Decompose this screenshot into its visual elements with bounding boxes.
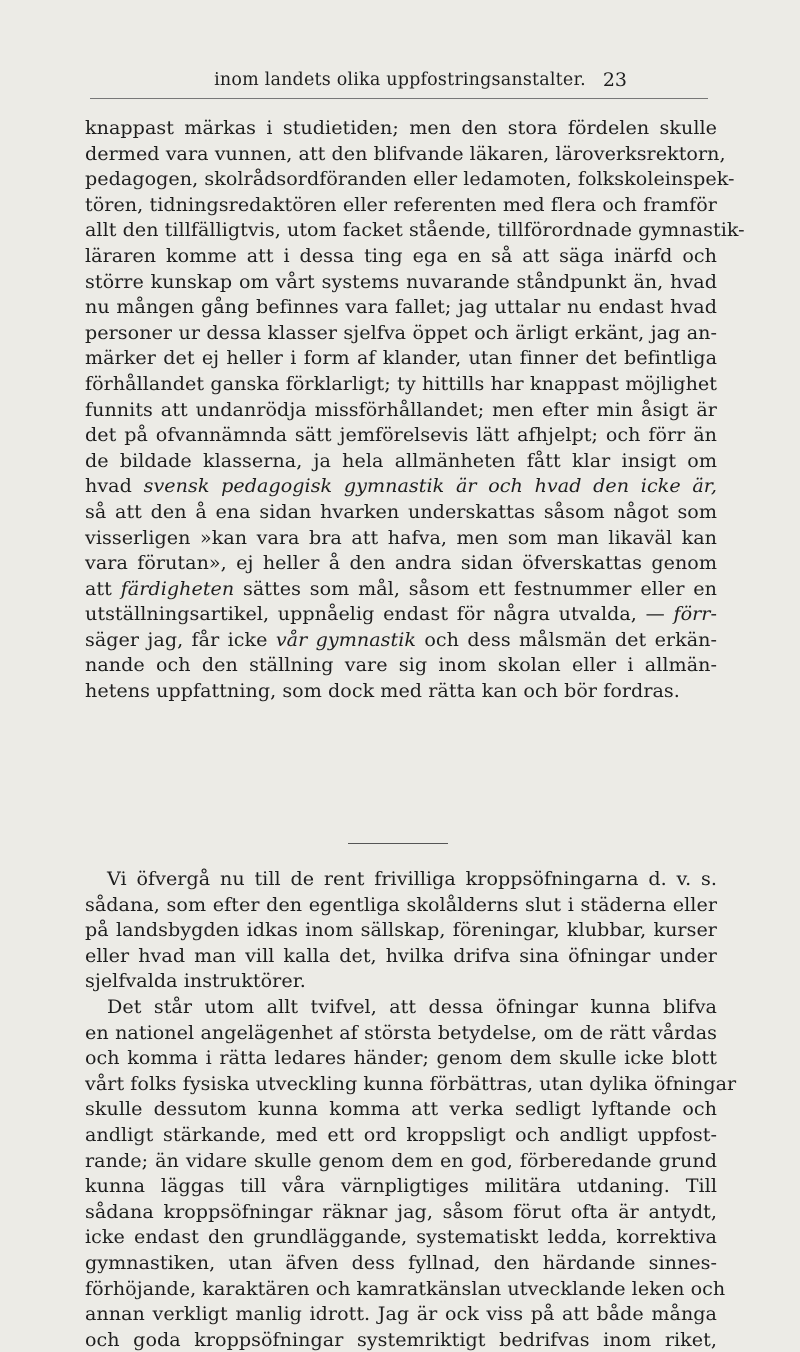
text-line: eller hvad man vill kalla det, hvilka drifva sina öfningar under bbox=[85, 943, 717, 967]
text-line: personer ur dessa klasser sjelfva öppet och ärligt erkänt, jag an- bbox=[85, 320, 717, 344]
text-line: det på ofvannämnda sätt jemförelsevis lätt afhjelpt; och förr än bbox=[85, 423, 717, 447]
text-line: sådana, som efter den egentliga skolålderns slut i städerna eller bbox=[85, 892, 717, 916]
text-line: allt den tillfälligtvis, utom facket stående, tillförordnade gymnastik- bbox=[85, 218, 745, 242]
text-line: rande; än vidare skulle genom dem en god, förberedande grund bbox=[85, 1148, 717, 1172]
text-line: hetens uppfattning, som dock med rätta kan och bör fordras. bbox=[85, 679, 680, 703]
text-line: läraren komme att i dessa ting ega en så att säga inärfd och bbox=[85, 243, 717, 267]
text-line: tören, tidningsredaktören eller referenten med flera och framför bbox=[85, 192, 717, 216]
page-number: 23 bbox=[602, 69, 627, 91]
text-line: större kunskap om vårt systems nuvarande ståndpunkt än, hvad bbox=[85, 269, 717, 293]
text-run: och dess målsmän det erkän- bbox=[416, 627, 717, 651]
text-line: gymnastiken, utan äfven dess fyllnad, den härdande sinnes- bbox=[85, 1250, 717, 1274]
text-line-mixed bbox=[85, 601, 717, 627]
text-line-mixed bbox=[85, 627, 717, 653]
text-line: så att den å ena sidan hvarken underskattas såsom något som bbox=[85, 499, 717, 523]
text-line: knappast märkas i studietiden; men den stora fördelen skulle bbox=[85, 116, 717, 139]
text-run: att bbox=[85, 576, 121, 600]
text-line: en nationel angelägenhet af största betydelse, om de rätt vårdas bbox=[85, 1020, 717, 1044]
text-line: kunna läggas till våra värnpligtiges militära utdaning. Till bbox=[85, 1174, 717, 1198]
text-line: skulle dessutom kunna komma att verka sedligt lyftande och bbox=[85, 1097, 717, 1121]
text-line: visserligen »kan vara bra att hafva, men som man likaväl kan bbox=[85, 525, 717, 549]
text-line-mixed bbox=[85, 576, 717, 602]
text-line: sådana kroppsöfningar räknar jag, såsom förut ofta är antydt, bbox=[85, 1199, 717, 1223]
italic-word: färdigheten bbox=[120, 576, 235, 600]
text-line: märker det ej heller i form af klander, utan finner det befintliga bbox=[85, 346, 717, 370]
text-line: annan verkligt manlig idrott. Jag är ock viss på att både många bbox=[85, 1302, 717, 1326]
italic-phrase: vår gymnastik bbox=[275, 627, 417, 651]
page-header bbox=[85, 70, 715, 94]
text-line: sjelfvalda instruktörer. bbox=[85, 969, 306, 993]
text-run: sättes som mål, såsom ett festnummer eller en bbox=[234, 576, 718, 600]
text-run: utställningsartikel, uppnåelig endast för några utvalda, — bbox=[85, 602, 674, 626]
text-line: förhöjande, karaktären och kamratkänslan utvecklande leken och bbox=[85, 1276, 726, 1300]
header-rule bbox=[90, 98, 708, 99]
paragraph-1 bbox=[85, 115, 745, 704]
text-run: säger jag, får icke bbox=[85, 627, 276, 651]
text-line: dermed vara vunnen, att den blifvande läkaren, läroverksrektorn, bbox=[85, 141, 726, 165]
text-line: nande och den ställning vare sig inom skolan eller i allmän- bbox=[85, 653, 717, 677]
text-run: - bbox=[710, 602, 717, 626]
text-line: och komma i rätta ledares händer; genom dem skulle icke blott bbox=[85, 1046, 717, 1070]
text-line: vårt folks fysiska utveckling kunna förbättras, utan dylika öfningar bbox=[85, 1071, 737, 1095]
text-line: andligt stärkande, med ett ord kroppsligt och andligt uppfost- bbox=[85, 1122, 717, 1146]
text-line: nu mången gång befinnes vara fallet; jag uttalar nu endast hvad bbox=[85, 295, 717, 319]
text-line: och goda kroppsöfningar systemriktigt bedrifvas inom riket, bbox=[85, 1327, 717, 1351]
text-line: Vi öfvergå nu till de rent frivilliga kroppsöfningarna d. v. s. bbox=[107, 867, 717, 890]
text-line: vara förutan», ej heller å den andra sidan öfverskattas genom bbox=[85, 551, 717, 575]
italic-word: förr bbox=[673, 602, 711, 626]
text-line-mixed bbox=[85, 473, 717, 499]
text-line: de bildade klasserna, ja hela allmänheten fått klar insigt om bbox=[85, 448, 717, 472]
text-line: funnits att undanrödja missförhållandet; men efter min åsigt är bbox=[85, 397, 717, 421]
running-title: inom landets olika uppfostringsanstalter. bbox=[214, 70, 586, 90]
text-line: förhållandet ganska förklarligt; ty hittills har knappast möjlighet bbox=[85, 371, 717, 395]
text-line: på landsbygden idkas inom sällskap, föreningar, klubbar, kurser bbox=[85, 918, 717, 942]
paragraph-2-3 bbox=[85, 866, 737, 1352]
text-line: pedagogen, skolrådsordföranden eller ledamoten, folkskoleinspek- bbox=[85, 167, 735, 191]
text-run: hvad bbox=[85, 474, 144, 498]
text-line: icke endast den grundläggande, systematiskt ledda, korrektiva bbox=[85, 1225, 717, 1249]
text-line: Det står utom allt tvifvel, att dessa öfningar kunna blifva bbox=[107, 994, 717, 1018]
italic-phrase: svensk pedagogisk gymnastik är och hvad den icke är, bbox=[143, 474, 718, 498]
section-divider bbox=[348, 843, 448, 844]
